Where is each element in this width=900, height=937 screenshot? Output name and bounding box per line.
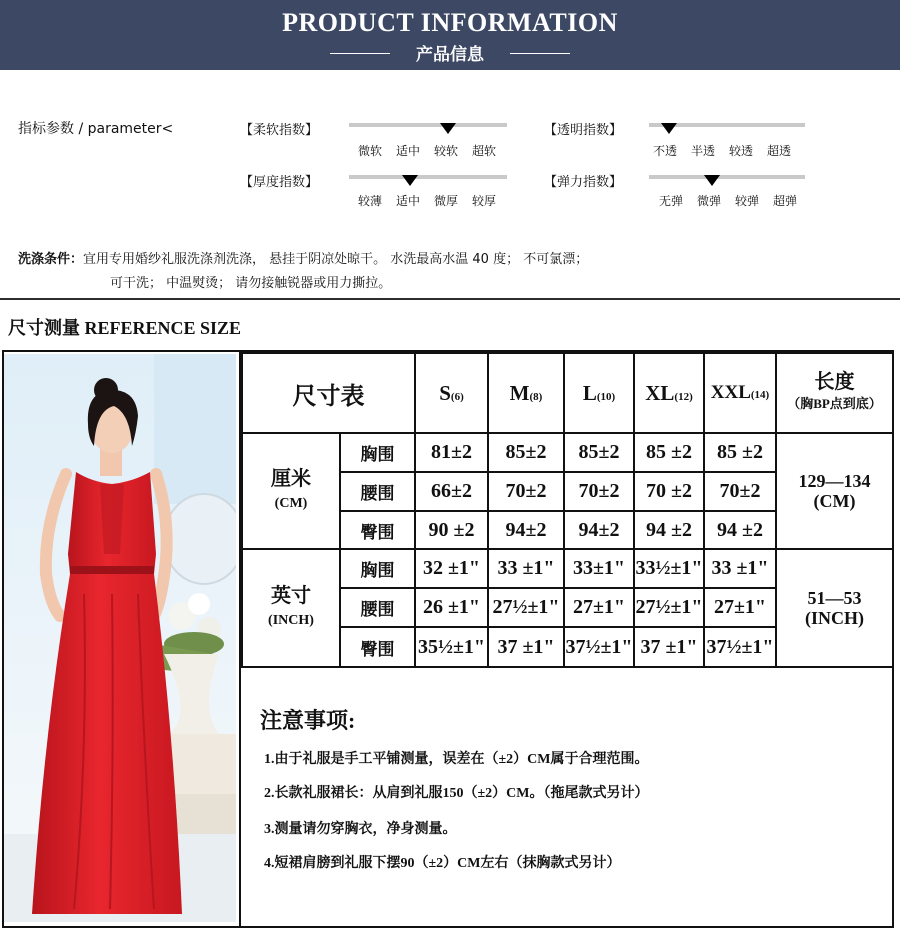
measure-bust: 胸围 bbox=[340, 433, 415, 472]
size-value: 33 ±1" bbox=[704, 549, 776, 588]
washing-conditions bbox=[18, 248, 588, 296]
param-bar bbox=[649, 175, 805, 179]
param-option: 超弹 bbox=[773, 194, 798, 208]
size-value: 27±1" bbox=[564, 588, 634, 627]
size-value: 27½±1" bbox=[634, 588, 704, 627]
param-marker-icon bbox=[440, 123, 456, 134]
size-value: 81±2 bbox=[415, 433, 488, 472]
param-option: 较透 bbox=[729, 144, 754, 158]
note-item: 4.短裙肩膀到礼服下摆90（±2）CM左右（抹胸款式另计） bbox=[264, 856, 621, 871]
model-dress-illustration bbox=[4, 354, 236, 922]
size-value: 94±2 bbox=[488, 511, 564, 549]
washing-line-1: 宜用专用婚纱礼服洗涤剂洗涤， 悬挂于阴凉处晾干。 水洗最高水温 40 度； 不可氯漂； bbox=[83, 252, 589, 267]
measure-waist: 腰围 bbox=[340, 588, 415, 627]
param-option: 较薄 bbox=[358, 194, 383, 208]
param-option: 无弹 bbox=[659, 194, 684, 208]
reference-size-title: 尺寸测量 REFERENCE SIZE bbox=[8, 318, 242, 338]
size-value: 85 ±2 bbox=[634, 433, 704, 472]
notes-section bbox=[242, 664, 892, 926]
param-option: 微软 bbox=[358, 144, 383, 158]
header-divider-right bbox=[510, 53, 570, 54]
param-label: 【柔软指数】 bbox=[240, 123, 319, 138]
param-marker-icon bbox=[402, 175, 418, 186]
size-value: 33½±1" bbox=[634, 549, 704, 588]
param-option: 不透 bbox=[653, 144, 678, 158]
size-value: 94 ±2 bbox=[634, 511, 704, 549]
size-value: 66±2 bbox=[415, 472, 488, 511]
length-inch: 51—53 (INCH) bbox=[776, 549, 893, 667]
size-value: 70±2 bbox=[488, 472, 564, 511]
param-marker-icon bbox=[704, 175, 720, 186]
param-bar bbox=[349, 175, 507, 179]
size-value: 27½±1" bbox=[488, 588, 564, 627]
unit-inch: 英寸 (INCH) bbox=[242, 549, 340, 667]
param-options bbox=[653, 142, 791, 159]
size-chart-table bbox=[241, 352, 894, 668]
length-header: 长度 （胸BP点到底） bbox=[776, 353, 893, 433]
size-value: 94±2 bbox=[564, 511, 634, 549]
header-title-zh: 产品信息 bbox=[416, 45, 484, 65]
measure-bust: 胸围 bbox=[340, 549, 415, 588]
note-item: 2.长款礼服裙长：从肩到礼服150（±2）CM。（拖尾款式另计） bbox=[264, 786, 649, 801]
param-option: 微厚 bbox=[434, 194, 459, 208]
param-label: 【透明指数】 bbox=[544, 123, 623, 138]
size-value: 90 ±2 bbox=[415, 511, 488, 549]
size-header-xxl: XXL(14) bbox=[704, 353, 776, 433]
size-value: 32 ±1" bbox=[415, 549, 488, 588]
size-value: 37½±1" bbox=[564, 627, 634, 667]
size-value: 37 ±1" bbox=[488, 627, 564, 667]
size-header-s: S(6) bbox=[415, 353, 488, 433]
param-option: 适中 bbox=[396, 194, 421, 208]
size-value: 26 ±1" bbox=[415, 588, 488, 627]
size-value: 37 ±1" bbox=[634, 627, 704, 667]
size-value: 85 ±2 bbox=[704, 433, 776, 472]
param-bar bbox=[349, 123, 507, 127]
param-option: 较弹 bbox=[735, 194, 760, 208]
size-value: 33 ±1" bbox=[488, 549, 564, 588]
param-option: 半透 bbox=[691, 144, 716, 158]
size-value: 85±2 bbox=[564, 433, 634, 472]
note-item: 1.由于礼服是手工平铺测量，误差在（±2）CM属于合理范围。 bbox=[264, 752, 649, 767]
measure-hip: 臀围 bbox=[340, 627, 415, 667]
washing-label: 洗涤条件： bbox=[18, 252, 84, 267]
size-value: 94 ±2 bbox=[704, 511, 776, 549]
param-marker-icon bbox=[661, 123, 677, 134]
measure-waist: 腰围 bbox=[340, 472, 415, 511]
length-cm: 129—134 (CM) bbox=[776, 433, 893, 549]
param-option: 超透 bbox=[767, 144, 792, 158]
header-title-en: PRODUCT INFORMATION bbox=[282, 8, 618, 37]
size-header-l: L(10) bbox=[564, 353, 634, 433]
size-value: 70±2 bbox=[704, 472, 776, 511]
size-value: 33±1" bbox=[564, 549, 634, 588]
washing-line-2: 可干洗； 中温熨烫； 请勿接触锐器或用力撕拉。 bbox=[110, 276, 392, 291]
notes-title: 注意事项: bbox=[260, 708, 356, 733]
param-option: 微弹 bbox=[697, 194, 722, 208]
parameter-title: 指标参数 / parameter< bbox=[18, 121, 174, 137]
model-photo bbox=[4, 354, 236, 922]
size-value: 27±1" bbox=[704, 588, 776, 627]
param-option: 较软 bbox=[434, 144, 459, 158]
size-value: 37½±1" bbox=[704, 627, 776, 667]
param-option: 适中 bbox=[396, 144, 421, 158]
param-options bbox=[659, 192, 797, 209]
note-item: 3.测量请勿穿胸衣，净身测量。 bbox=[264, 822, 457, 837]
size-value: 85±2 bbox=[488, 433, 564, 472]
param-option: 较厚 bbox=[472, 194, 497, 208]
size-value: 70 ±2 bbox=[634, 472, 704, 511]
param-options bbox=[358, 142, 496, 159]
measure-hip: 臀围 bbox=[340, 511, 415, 549]
size-value: 70±2 bbox=[564, 472, 634, 511]
param-label: 【厚度指数】 bbox=[240, 175, 319, 190]
size-value: 35½±1" bbox=[415, 627, 488, 667]
unit-cm: 厘米 (CM) bbox=[242, 433, 340, 549]
size-header-xl: XL(12) bbox=[634, 353, 704, 433]
size-header-m: M(8) bbox=[488, 353, 564, 433]
param-options bbox=[358, 192, 496, 209]
size-chart-title: 尺寸表 bbox=[242, 353, 415, 433]
product-info-header bbox=[0, 0, 900, 70]
param-label: 【弹力指数】 bbox=[544, 175, 623, 190]
section-divider bbox=[0, 298, 900, 300]
param-option: 超软 bbox=[472, 144, 497, 158]
